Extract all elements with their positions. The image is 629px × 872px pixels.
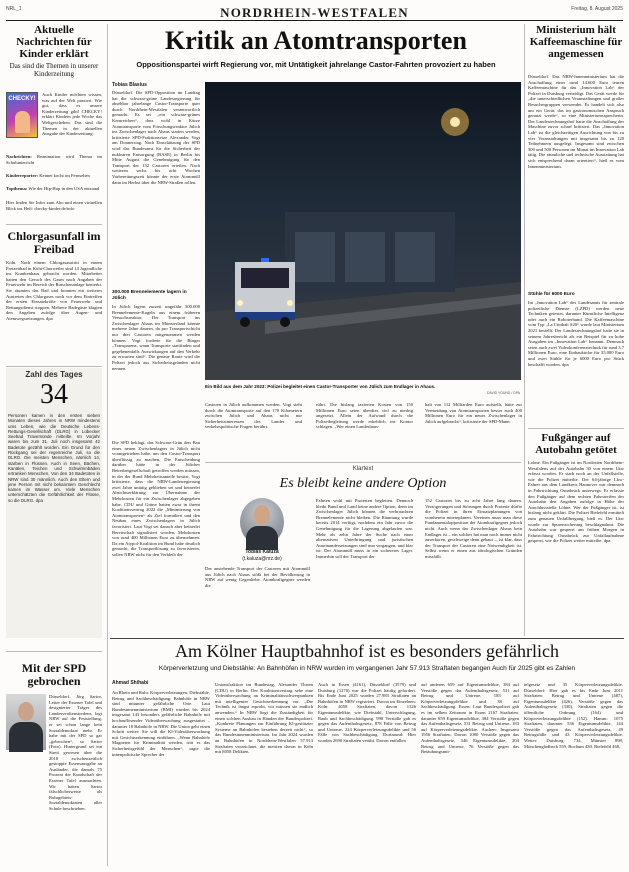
header-rule (6, 20, 623, 21)
main-article-col1b: In Jülich lagern zurzeit ungefähr 300.000 Brennelemente-Kugeln aus einem früheren Versuchsreaktor. Der Transport ins Zwischenlager Ahaus im Münsterland könnte mehrere Jahre dauern, da pro Transportschicht nur drei Castoren mitgenommen werden können. Vogt forderte für die Bürger „Transparenz, wann Transporte stattfinden und gegebenenfalls Auswirkungen auf den Verkehr zu erwarten sind“. Die genaue Route wird die Polizei jedoch aus Sicherheitsgründen nicht nennen. (112, 304, 200, 371)
portrait-head (254, 505, 270, 525)
section-title: NORDRHEIN-WESTFALEN (220, 5, 409, 20)
kaffeemaschine-subhead: Stühle für 6000 Euro (528, 292, 575, 297)
main-article-col2: Die SPD beklagt, das Schwarz-Grün den Bau eines neuen Zwischenlagers in Jülich nicht vorangetrieben habe, um den Castor-Transport überflüssig zu machen. Die Entscheidung darüber hätte in der Jülicher Betreibergesellschaft getroffen werden müssen, in der der Bund Mehrheitsanteile besitzt. Vogt kritisierte, dass die NRW-Landesregierung zwei Jahre untätig geblieben sei und keinerlei Absichtserklärung zur Übernahme der Mehrkosten für ein Zwischenlager abgegeben habe. CDU und Grüne hatten zwar in ihrem Koalitionsvertrag 2022 die „Minimierung von Atomtransporten“ als Ziel formuliert und den Neubau eines Zwischenlagers in Jülich favorisiert. Laut Vogt sei danach aber keinerlei Bereitschaft signalisiert worden, Mehrkosten von rund 400 Millionen Euro zu übernehmen. Da ein Atypol-Koalition im Bund habe deutlich gemacht, die Transportlösung zu favorisieren, sollen NRW nicht für den Verbleib der (112, 440, 200, 557)
col-divider (107, 24, 108, 866)
zahl-des-tages-box (6, 368, 102, 638)
bottom-subheadline: Körperverletzung und Diebstähle: An Bahnhöfen in NRW wurden im vergangenen Jahr 57.913 Straftaten begangen Auch für 2025 gibt es Zahlen (158, 665, 576, 672)
klartext-author: Tobias Kaluza (245, 549, 279, 555)
photo-scene (205, 82, 521, 380)
bottom-col5: telgesetz und 35 Körperverletzungsdelikte. Düsseldorf: Hier gab es bis Ende Juni 2011 Straftaten: Betrug und Untreue (487), Eigentumsdelikte (426), Verstöße gegen das Aufenthaltsgesetz (330), Straftaten gegen die öffentliche Ordnung (164) und Körperverletzungsdelikte (152). Hamm: 1075 Straftaten, darunter 536 Eigentumsdelikte, 144 Verstöße gegen das Aufenthaltsgesetz, 49 Betrugsfälle und 43 Körperverletzungsdelikte. Weiter: Duisburg: 734, Münster 898, Mönchengladbach 559, Bochum 430. Bielefeld 468, (524, 682, 623, 749)
sartor-portrait (6, 694, 46, 750)
main-article-col4: rührt. Die bislang taxierten Kosten von 150 Millionen Euro seien überdies viel zu niedrig angesetzt. Allein der Aufwand durch die Polizeibegleitung werde erheblich ins Kontor schlagen. „Wer einen Landeshaus- (316, 402, 413, 430)
checky-cover-label: CHECKY! (8, 96, 36, 102)
photo-credit: DAVID YOUNG / DPA (487, 391, 520, 395)
divider (6, 651, 102, 652)
kids-news-subtitle: Das sind die Themen in unserer Kinderzeitung (9, 62, 99, 78)
cover-child-figure (15, 111, 30, 133)
divider (205, 462, 521, 463)
kids-news-intro: Auch Kinder möchten wissen, was auf der Welt passiert. Wie gut, dass es unsere Kinderzeitung gibt! CHECKY! erklärt Kindern jede Woche das Weltgeschehen. Das sind die Themen in der aktuellen Ausgabe der Kinderzeitung: (42, 92, 102, 137)
zahl-text: Personen kamen in den ersten sieben Monaten dieses Jahres in NRW mindestens ums Leben, wie die Deutsche Lebens-Rettungs-Gesellschaft (DLRG) in Lübecker Seebad Travemünde mitteilte. Im Vorjahr waren bis zum 31. Juli noch insgesamt 42 Badetote gezählt worden. Ein Grund für den Rückgang sei der regenreiche Juli, so die DLRG. Die meisten Menschen, nämlich 14, starben in Flüssen. Auch in Seen, Bächen, Kanälen, Teichen und Schwimmbäden ertranken Menschen. Von den 34 Badetoten in NRW sind 30 männlich. Auch den Eltern und jene Person mit nicht bekanntem Geschlecht kamen im Wasser um. Viele Menschen unterschätzten die Gefährlichkeit der Flüsse, so die DLRG. dpa (8, 413, 100, 503)
chlor-article: Köln. Nach einem Chlorgasaustritt in einem Freizeitbad in Köln-Chorweiler sind 14 Jugendliche ins Krankenhaus gebracht worden. Mitarbeiter hatten den Geruch des Gases nach Angaben der Feuerwehr im Bereich der Rutschenanlage bemerkt. Sie räumten das Bad und konnten ein weiteres Austreten des Chlorgases noch vor dem Eintreffen der ersten Einsatzkräfte von Feuerwehr und Rettungsdienst stoppen. Mehrere Badegäste klagten den Angaben zufolge über Augen- und Atemwegsreizungen. dpa (6, 260, 102, 321)
klartext-col2: Fahrten wohl mit Protesten begleiten. Dennoch bleibt Bund und Land keine andere Option, denn im Zwischenlager Jülich können die verbrauchten Brennelemente nicht bleiben. Die Räumung wurde bereits 2014 verfügt, nachdem ein Jahr zuvor die Genehmigung für die Lagerung abgelaufen war. Mehr als zehn Jahre der Suche nach einer alternativen Unterbringung und juristischen Auseinandersetzungen sind nun vergangen, und klar ist: Der Atommüll muss in ein sichereres Lager. Immerhin soll der Transport der (316, 498, 413, 559)
main-author: Tobias Blasius (112, 82, 147, 88)
main-article-col5: halt von 112 Milliarden Euro aufstellt, hätte zur Vermeidung von Atomtransporten besser auch 400 Millionen Euro für ein neues Zwischenlager in Jülich aufgebracht“, kritisierte der SPD-Mann. (425, 402, 522, 424)
divider (110, 638, 624, 639)
main-subheadline: Oppositionspartei wirft Regierung vor, mit Untätigkeit jahrelange Castor-Fahrten provoziert zu haben (136, 60, 496, 69)
klartext-label: Klartext (352, 466, 374, 472)
bottom-headline: Am Kölner Hauptbahnhof ist es besonders gefährlich (175, 641, 559, 661)
klartext-col3: 152 Castoren bis zu acht Jahre lang dauern. Verzögerungen und Störungen durch Proteste dürfte die Polizei in ihren Einsatzplanungen von vornherein miteinplanen. Vereinen muss man diese Fundamentalopposition der Atomkraftgegner jedoch nicht. Auch wenn das Zwischenlager Ahaus kein Endlager ist – ein solches hat man noch immer nicht auserkoren, geschweige denn gebaut –, ist klar, dass der Transport der Castoren eine Notwendigkeit ist. Selbst wenn er einen aus ideologischen Gründen missfällt. (425, 498, 522, 559)
main-article-col3: Castoren in Jülich aufkommen werden. Vogt sieht durch die Atomtransporte auf den 170 Kilometern zwischen Jülich und Ahaus nicht nur Sicherheitsinteressen des Landes und verkehrspolitische Fragen berührt. (205, 402, 302, 430)
bottom-col2: Unionsfraktion im Bundestag, Alexander Throm (CDU) in Berlin. Der Koalitionsvertrag sehe eine Videoüberwachung an Kriminalitätsschwerpunkten mit intelligenter Gesichtserkennung vor. „Die Technik ist längst erprobt, wir müssen sie endlich anwenden.“ In NRW liegt die Zuständigkeit für einen solchen Ausbau in Händen der Bundespolizei. „Konkrete Planungen zur Einführung KI-gestützter Systeme an Bahnhöfen bestehen derzeit nicht“, so das Bundesinnenministerium. Im Jahr 2024 wurden an Bahnhöfen in Nordrhein-Westfalen 57.913 Straftaten verzeichnet, die meisten davon in Köln mit 8058 Delikten. (215, 682, 313, 755)
zahl-label: Zahl des Tages (25, 370, 83, 379)
kids-news-title: Aktuelle Nachrichten für Kinder erklärt (16, 24, 92, 60)
main-article-col1: Düsseldorf. Die SPD-Opposition im Landtag hat die schwarz-grüne Landesregierung für absehbar jahrelange Castor-Transporte quer durch Nordrhein-Westfalen verantwortlich gemacht. Es sei „ein schwarz-grünes Kernreichen“, dass wohl in Kürze Atomtransporte vom Forschungsreaktor Jülich ins Zwischenlager nach Ahaus starten werden, kritisierte SPD-Fraktionsvize Alexander Vogt am Donnerstag. Nach Einschätzung der SPD wird das Bundesamt für die Sicherheit der nuklearen Entsorgung (BASE) in Berlin bis Mitte August die Genehmigung für den Transport der 152 Castoren erteilen. Nach weiteren sechs bis acht Wochen Vorbereitungszeit könnte der erste Atommüll dann im Herbst über die NRW-Straßen rollen. (112, 90, 200, 185)
bottom-author: Ahmad Shihabi (112, 680, 149, 686)
photo-caption: Ein Bild aus dem Jahr 2023: Polizei begleitet einen Castor-Transporter von Jülich zum Endlager in Ahaus. (205, 384, 436, 389)
klartext-col1: Der anstehende Transport der Castoren mit Atommüll aus Jülich nach Ahaus stößt bei der Bevölkerung in NRW auf wenig Gegenliebe. Atomkraftgegner werden die (205, 566, 310, 588)
kaffeemaschine-title: Ministerium hält Kaffeemaschine für angemessen (529, 24, 623, 60)
kids-news-item: Nachrichten: Reanimation wird Thema im Schulunterricht (6, 154, 102, 165)
kids-news-box (6, 24, 102, 78)
kids-news-outro: Hier finden Sie Infos zum Abo und einen virtuellen Blick ins Heft: checky-kinder.de/info (6, 200, 102, 211)
main-subhead: 300.000 Brennelemente lagern in Jülich (112, 290, 187, 301)
main-headline: Kritik an Atomtransporten (165, 26, 467, 55)
kaluza-portrait (240, 498, 284, 546)
castor-transport-photo (205, 82, 521, 380)
divider (528, 428, 624, 429)
chlor-title: Chlorgasunfall im Freibad (7, 229, 101, 256)
issue-date: Freitag, 8. August 2025 (571, 6, 623, 12)
col-divider (524, 24, 525, 636)
spd-article-cont (6, 754, 102, 866)
page-header (0, 0, 629, 22)
portrait-body (9, 722, 43, 752)
bottom-col4: auf anderen 659 auf Eigentumsdelikte, 384 auf Verstöße gegen das Aufenthaltsgesetz, 531 auf Betrug und Untreue, 183 auf Körperverletzungsdelikte und 38 auf Sachbeschädigung. Essen: Laut Bundespolizei gab es im selben Zeitraum in Essen 2167 Straftaten, darunter 659 Eigentumsdelikte, 384 Verstöße gegen das Aufenthaltsgesetz, 531 Betrug und Untreue, 183 auf Körperverletzungsdelikte. Aachen: Insgesamt 1956 Straftaten. Davon 1080 Verstöße gegen das Aufenthaltsgesetz, 346 Eigentumsdelikte, 204 Betrug und Untreue, 76 Verstöße gegen das Betäubungsmit- (421, 682, 519, 755)
kids-news-item: Topthema: Wie der Hip-Hop in den USA entstand (6, 186, 100, 191)
portrait-body (246, 526, 278, 550)
klartext-email: (t.kaluza@nrz.de) (242, 556, 282, 562)
bottom-col1: An Rhein und Ruhr. Körperverletzungen, Diebstähle, Betrug und Sachbeschädigung: Bahnhöfe in NRW sind mitunter gefährliche Orte. Laut Bundesinnenministerium (BMI) wurden bis 2024 insgesamt 143 besonders gefährliche Bahnhöfe mit hochauflösender Videoüberwachung ausgestattet – darunter 18 Bahnhöfe in NRW. Die Union geht einen Schritt weiter: Sie will die KI-Videoüberwachung mit Gesichtserkennung einführen. „Wenn Bahnhöfe Magneten für Kriminalität werden, tritt es das Sicherheitsgefühl der Menschen“, sagte die innenpolitische Sprecher der (112, 690, 210, 757)
kids-news-item: Kinderreporter: Kennet kocht im Fernsehen (6, 173, 90, 178)
spd-title: Mit der SPD gebrochen (21, 661, 87, 688)
divider (6, 366, 102, 367)
portrait-head (18, 702, 34, 721)
spd-article-part1: Düsseldorf. Jörg Sartor, Leiter der Essener Tafel und designierter Träger des Landesverdienstordens, legt NRW auf die Feststellung, er sei schon lange kein Sozialdemokrat mehr. Er habe mit der SPD so gar „gebrochen“, so Sartor (Foto). Hintergrund sei ein Streit gewesen über die 2018 zwischenzeitlich gestoppte Essensausgabe an Ausländer, die damals 75 Prozent der Kundschaft der Essener Tafel ausmachten. Wir hatten Sartor fälschlicherweise als Ruhrgebiets-Sozialdemokraten aller Schule beschrieben. (49, 694, 102, 811)
kaffeemaschine-article2: Im „Innovation Lab“ des Landesamts für zentrale polizeiliche Dienste (LZPD) werden neue Techniken getestet, darunter Künstliche Intelligenz oder auch ein Roboterhund. Die Kaffeemaschine vom Typ „La Cimbali S20“ wurde laut Ministerium 2021 bestellt. Der Landesrechnungshof hatte sie in seinem Jahresbericht als ein Beispiel für zu hohe Ausgaben im „Innovation Lab“ benannt. Demnach seien auch zwei Videokonferenztechnik für rund 3,7 Millionen Euro, eine Einbauküche für 35.000 Euro und zwei Stühle für je 6000 Euro pro Stück beschafft worden. dpa (528, 300, 624, 367)
bottom-col3: Auch in Essen (4161), Düsseldorf (3579) und Duisburg (1270) war die Polizei häufig gefordert. Bis Ende Juni 2025 wurden 27.983 Straftaten an Bahnhöfen in NRW registriert. Davon im Einzelnen: Köln: 4058 Straftaten, davon 1326 Eigentumsdelikte, wie Diebstahl, Unterschlagung, Raub und Sachbeschädigung. 990 Verstöße gab es gegen das Aufenthaltsgesetz, 878 Fälle von Betrug und Untreue, 224 Körperverletzungsdelikte und 56 Fälle von Sachbeschädigung. Dortmund: Hier wurden 2690 Straftaten verübt. Davon entfallen (318, 682, 416, 743)
fussgaenger-article: Lohne. Ein Fußgänger ist im Nordosten Nordrhein-Westfalens auf der Autobahn 30 von einem Lkw erfasst worden. Er starb noch an der Unfallstelle, wie die Polizei mitteilte. Der 64-jährige Lkw-Fahrer aus dem Landkreis Hannover war demnach in Fahrtrichtung Osnabrück unterwegs. Er erfasste den Fußgänger auf dem rechten Fahrstreifen der Autobahn den Angaben zufolge in Höhe der Anschlussstelle Löhne. Wer der Fußgänger ist, ist bislang nicht geklärt. Die Polizei Bielefeld ermittelt zum genauen Unfallhergang, hieß es. Der Lkw wurde zur Spurensicherung beschlagnahmt. Die Autobahn war gesperrt am frühen Morgen in Fahrtrichtung Osnabrück zur Unfallaufnahme gesperrt, wie die Polizei weiter mitteilte. dpa (528, 460, 624, 544)
page-code: NRL_1 (6, 6, 22, 12)
zahl-value: 34 (40, 379, 68, 410)
kaffeemaschine-article: Düsseldorf. Das NRW-Innenministerium hat die Anschaffung einer rund 14.600 Euro teuren Kaffeemaschine für das „Innovation Lab“ der Polizei in Duisburg verteidigt. Das Gerät werde für „die unterschiedlichen Veranstaltungen und großer Besuchergruppen verwendet. Es handelt sich also um ein Gerät, das im gastronomischen Anspruch genutzt werde“, so eine Ministeriumssprecherin. Der Landesrechnungshof hatte die Anschaffung der Maschine zuvor scharf kritisiert. Das „Innovation Lab“ ist die gleichzeitigen Ausrichtung von bis zu vier Veranstaltungen mit insgesamt bis zu 120 Teilnehmern ausgelegt. Insgesamt sind zwischen 300 und 500 Personen im Monat im Innovation Lab tätig. Die räumliche und technische Ausstattung hat sich entsprechend daran orientiert“, hieß es vom Innenministerium. (528, 74, 624, 169)
kids-news-list (6, 154, 102, 218)
divider (6, 224, 102, 225)
klartext-title: Es bleibt keine andere Option (279, 476, 447, 491)
checky-cover-image (6, 92, 38, 138)
fussgaenger-title: Fußgänger auf Autobahn getötet (535, 432, 617, 456)
